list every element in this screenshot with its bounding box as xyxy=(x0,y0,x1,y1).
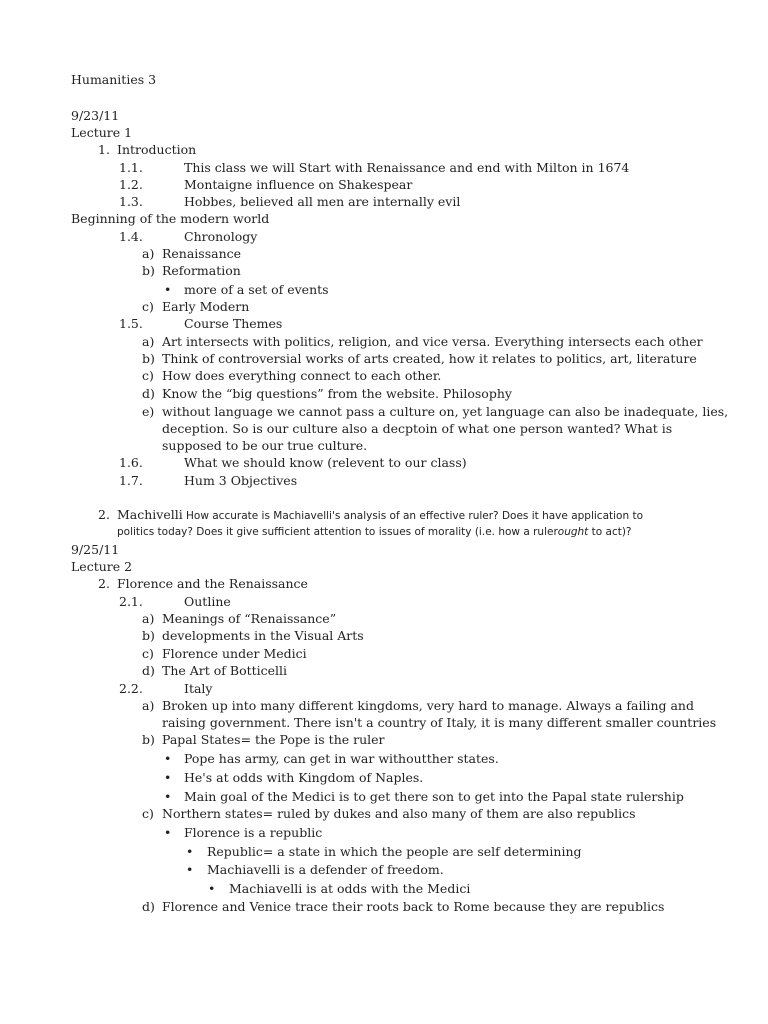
list-marker: a) xyxy=(142,611,155,626)
lecture-date: 9/25/11 xyxy=(71,542,120,557)
sub-item: Art intersects with politics, religion, and vice versa. Everything intersects each other xyxy=(162,334,703,349)
list-marker: c) xyxy=(142,299,154,314)
list-marker: a) xyxy=(142,334,155,349)
lecture-date: 9/23/11 xyxy=(71,108,120,123)
course-title: Humanities 3 xyxy=(71,72,157,87)
sub-item: Florence under Medici xyxy=(162,646,307,661)
sub-item-continuation: deception. So is our culture also a decptoin of what one person wanted? What is xyxy=(162,421,673,436)
machiavelli-question-continuation xyxy=(117,524,632,540)
list-number: 2.1. xyxy=(119,594,143,609)
list-number: 1.5. xyxy=(119,316,143,331)
sub-item: developments in the Visual Arts xyxy=(162,628,364,643)
bullet-marker: • xyxy=(164,789,172,804)
bullet-marker: • xyxy=(164,282,172,297)
section-heading: Beginning of the modern world xyxy=(71,211,270,226)
list-number: 1.6. xyxy=(119,455,143,470)
bullet-item: Machiavelli is a defender of freedom. xyxy=(207,862,444,877)
list-item: Outline xyxy=(184,594,231,609)
sub-item: without language we cannot pass a culture on, yet language can also be inadequate, lies, xyxy=(162,404,729,419)
sub-item: Broken up into many different kingdoms, very hard to manage. Always a failing and xyxy=(162,698,694,713)
bullet-item: Machiavelli is at odds with the Medici xyxy=(229,881,471,896)
list-item: Italy xyxy=(184,681,213,696)
bullet-item: Florence is a republic xyxy=(184,825,323,840)
list-number: 2. xyxy=(98,576,110,591)
list-marker: c) xyxy=(142,646,154,661)
sub-item: Florence and Venice trace their roots back to Rome because they are republics xyxy=(162,899,665,914)
bullet-marker: • xyxy=(164,751,172,766)
list-item: What we should know (relevent to our class) xyxy=(184,455,467,470)
list-item: Montaigne influence on Shakespear xyxy=(184,177,413,192)
bullet-marker: • xyxy=(186,862,194,877)
lecture-title: Lecture 2 xyxy=(71,559,133,574)
sub-item: Northern states= ruled by dukes and also many of them are also republics xyxy=(162,806,636,821)
list-item: Chronology xyxy=(184,229,258,244)
list-marker: c) xyxy=(142,368,154,383)
list-item: Hum 3 Objectives xyxy=(184,473,298,488)
bullet-marker: • xyxy=(164,770,172,785)
sub-item: The Art of Botticelli xyxy=(162,663,288,678)
section-title: Introduction xyxy=(117,142,197,157)
sub-item: Reformation xyxy=(162,263,241,278)
list-marker: b) xyxy=(142,263,155,278)
sub-item: Know the “big questions” from the website. Philosophy xyxy=(162,386,512,401)
sub-item-continuation: supposed to be our true culture. xyxy=(162,438,368,453)
sub-item: How does everything connect to each other. xyxy=(162,368,442,383)
list-marker: d) xyxy=(142,663,155,678)
bullet-item: Main goal of the Medici is to get there son to get into the Papal state rulership xyxy=(184,789,684,804)
bullet-item: Republic= a state in which the people are self determining xyxy=(207,844,582,859)
list-number: 1.2. xyxy=(119,177,143,192)
bullet-item: more of a set of events xyxy=(184,282,329,297)
list-marker: a) xyxy=(142,698,155,713)
list-number: 2. xyxy=(98,507,110,522)
list-number: 1.4. xyxy=(119,229,143,244)
list-marker: b) xyxy=(142,732,155,747)
bullet-marker: • xyxy=(164,825,172,840)
bullet-marker: • xyxy=(208,881,216,896)
list-marker: e) xyxy=(142,404,155,419)
question-text: politics today? Does it give sufficient attention to issues of morality (i.e. how a ruler xyxy=(117,526,558,538)
list-item: Course Themes xyxy=(184,316,283,331)
machiavelli-question: How accurate is Machiavelli's analysis of an effective ruler? Does it have application to xyxy=(186,510,643,522)
question-emphasis: ought xyxy=(557,526,589,538)
bullet-marker: • xyxy=(186,844,194,859)
list-number: 2.2. xyxy=(119,681,143,696)
lecture-title: Lecture 1 xyxy=(71,125,133,140)
sub-item-continuation: raising government. There isn't a country of Italy, it is many different smaller countries xyxy=(162,715,717,730)
list-number: 1.3. xyxy=(119,194,143,209)
list-item: This class we will Start with Renaissance and end with Milton in 1674 xyxy=(184,160,630,175)
list-marker: d) xyxy=(142,899,155,914)
list-number: 1. xyxy=(98,142,110,157)
list-marker: b) xyxy=(142,628,155,643)
list-marker: a) xyxy=(142,246,155,261)
list-number: 1.1. xyxy=(119,160,143,175)
list-item: Hobbes, believed all men are internally evil xyxy=(184,194,461,209)
question-text-end: to act)? xyxy=(588,526,632,538)
bullet-item: He's at odds with Kingdom of Naples. xyxy=(184,770,424,785)
bullet-item: Pope has army, can get in war withoutther states. xyxy=(184,751,499,766)
section-title: Florence and the Renaissance xyxy=(117,576,308,591)
list-number: 1.7. xyxy=(119,473,143,488)
sub-item: Early Modern xyxy=(162,299,250,314)
sub-item: Meanings of “Renaissance” xyxy=(162,611,337,626)
sub-item: Papal States= the Pope is the ruler xyxy=(162,732,385,747)
list-marker: c) xyxy=(142,806,154,821)
sub-item: Think of controversial works of arts created, how it relates to politics, art, literature xyxy=(162,351,697,366)
section-title: Machivelli xyxy=(117,507,183,522)
list-marker: d) xyxy=(142,386,155,401)
sub-item: Renaissance xyxy=(162,246,242,261)
list-marker: b) xyxy=(142,351,155,366)
